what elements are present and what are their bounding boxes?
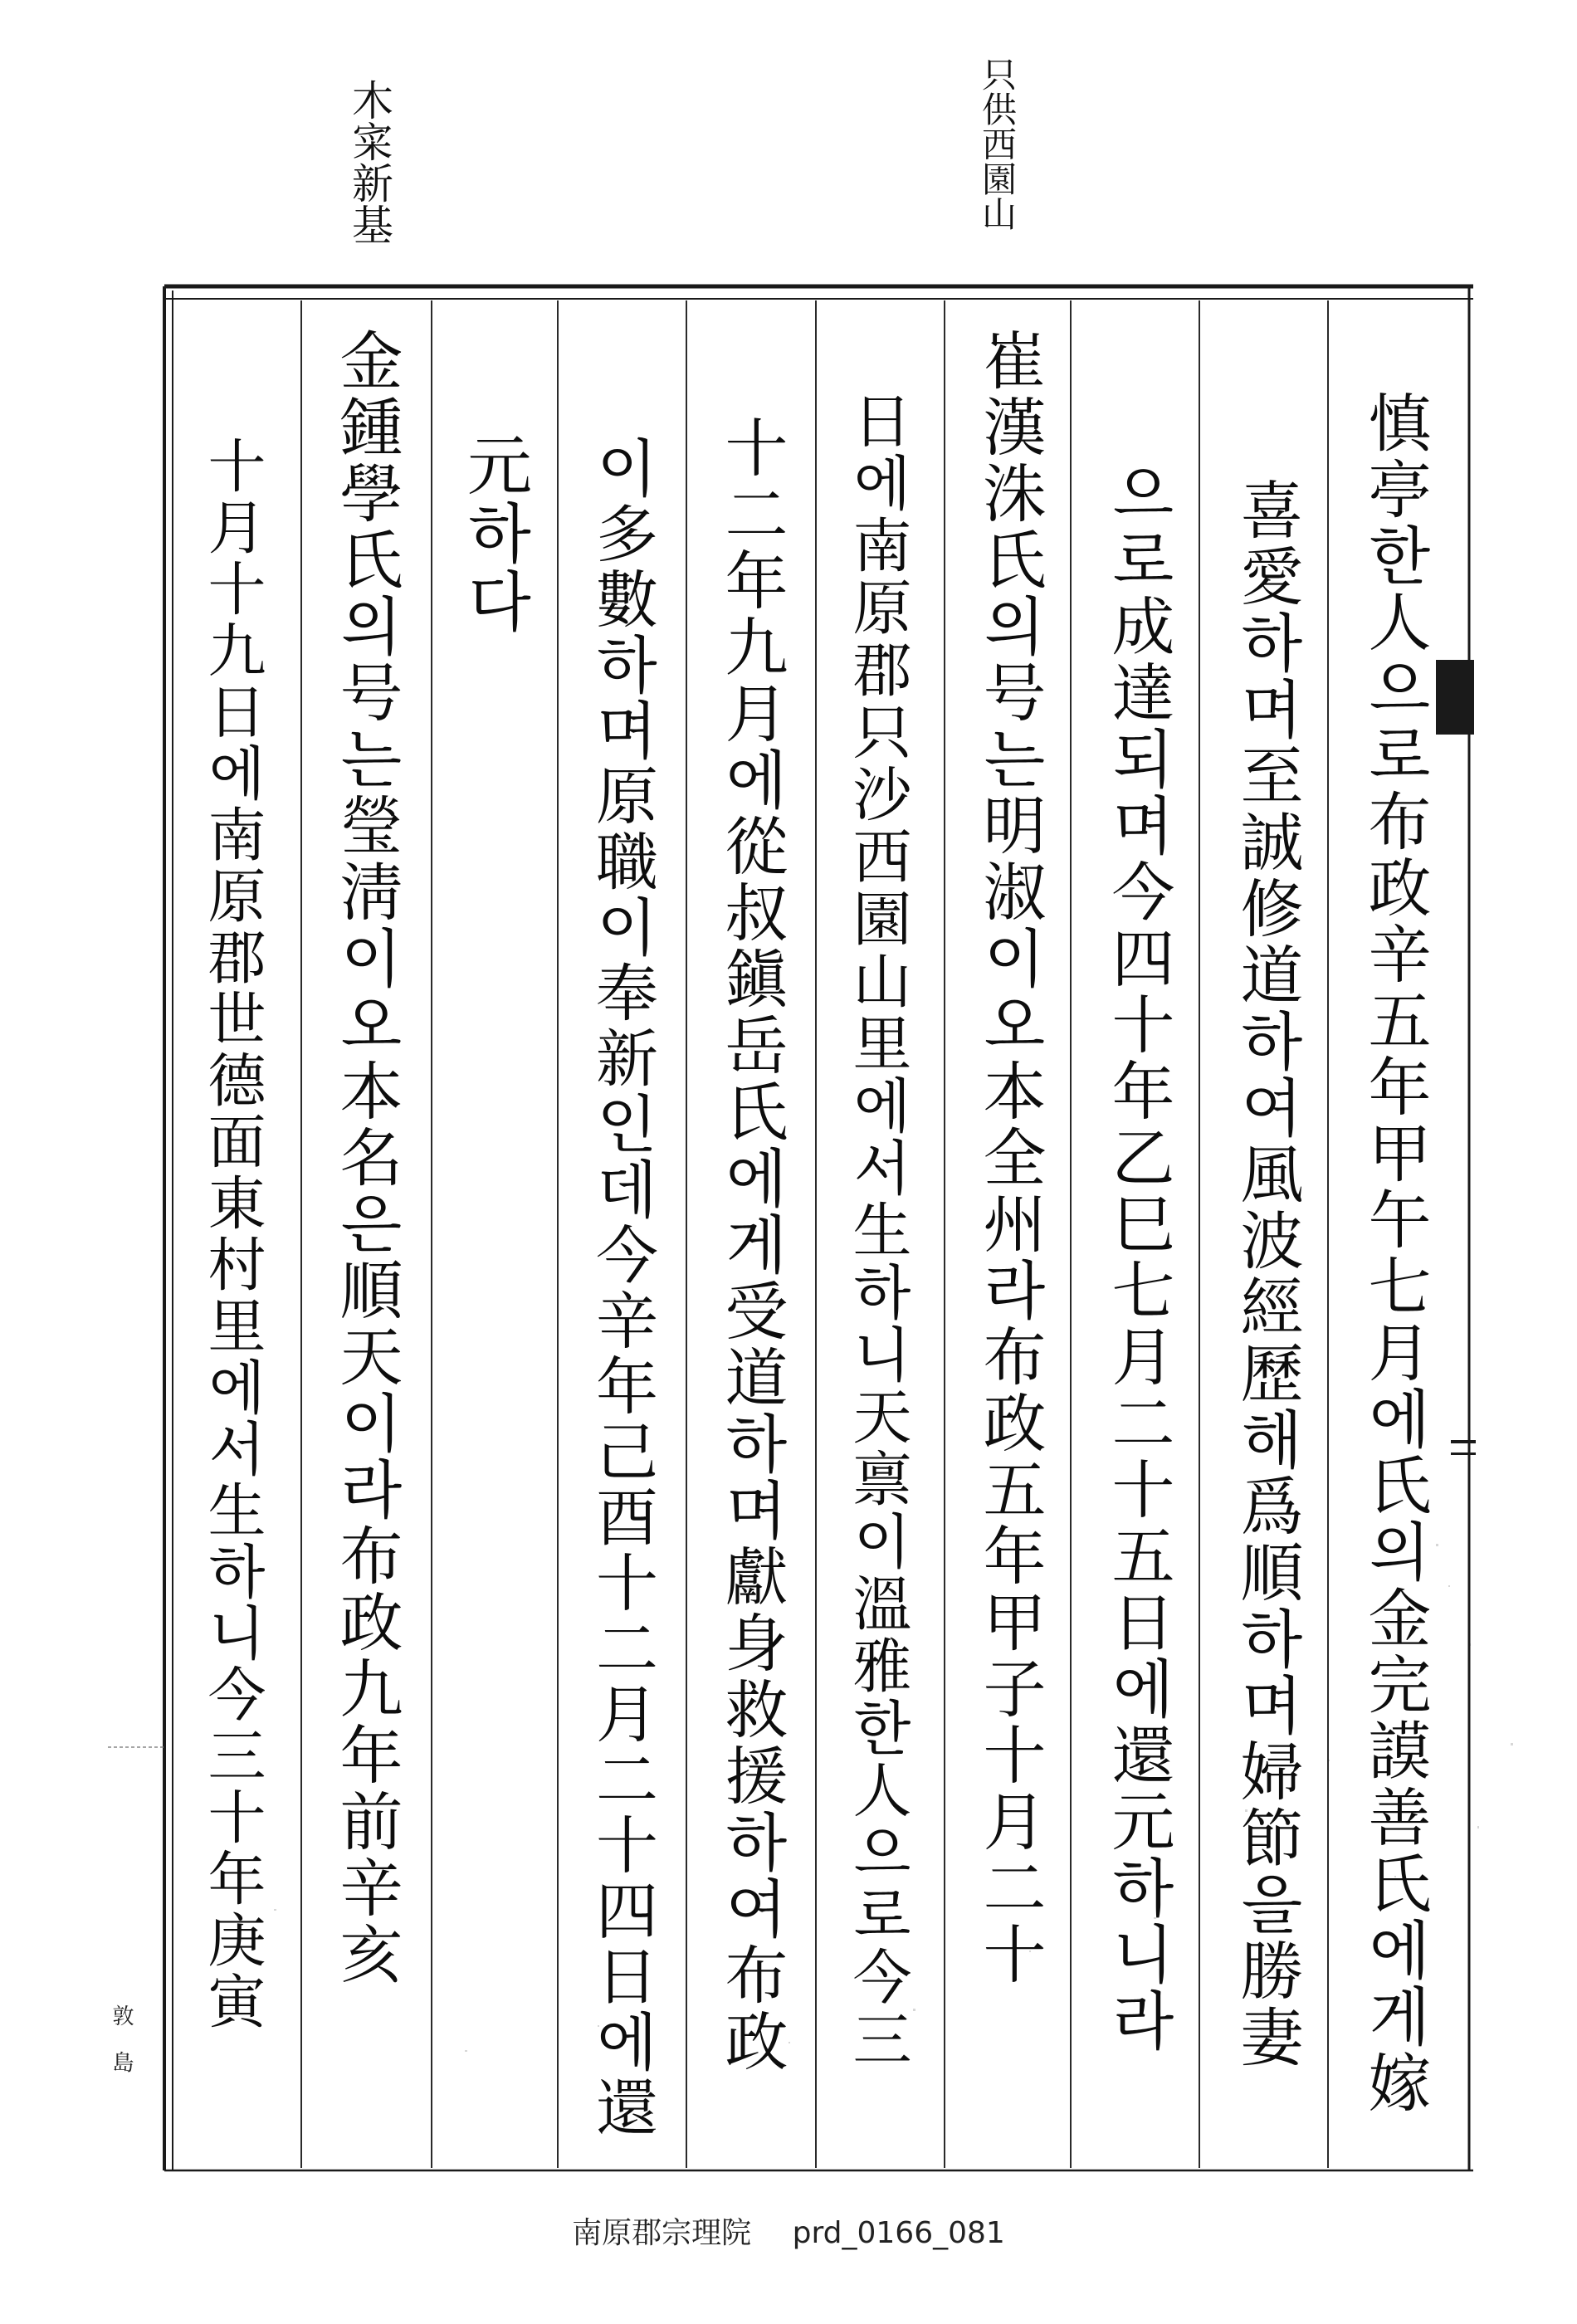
- text-column-9: 金鍾學氏의号는瑩淸이오本名은順天이라布政九年前辛亥: [330, 328, 403, 1988]
- caption-institution: 南原郡宗理院: [572, 2216, 752, 2250]
- text-column-7: 이多數하며原職이奉新인데今辛年己酉十二月二十四日에還: [586, 436, 659, 2141]
- marginal-note-left: 木寀新基: [345, 79, 393, 245]
- text-column-10: 十月十九日에南原郡世德面東村里에서生하니今三十年庚寅: [198, 436, 266, 2033]
- text-column-8: 元하다: [456, 432, 531, 636]
- margin-stamp: 敦島: [109, 2004, 134, 2097]
- page-caption: [0, 2209, 1577, 2252]
- text-column-5: 日에南原郡只沙西園山里에서生하니天禀이溫雅한人으로今三: [843, 390, 912, 2071]
- marginal-note-right: 只供西園山: [977, 56, 1018, 231]
- text-column-6: 十二年九月에從叔鎭岳氏에게受道하며獻身救援하여布政: [715, 415, 788, 2075]
- text-column-4: 崔漢洙氏의号는明淑이오本全州라布政五年甲子十月二十: [973, 328, 1047, 1988]
- caption-doc-id: prd_0166_081: [792, 2216, 1005, 2250]
- text-column-1: 慎亭한人으로布政辛五年甲午七月에氏의金完謨善氏에게嫁: [1358, 390, 1432, 2116]
- text-column-3: 으로成達되며今四十年乙巳七月二十五日에還元하니라: [1101, 461, 1175, 2054]
- text-column-2: 喜愛하며至誠修道하여風波經歷해爲順하며婦節을勝妻: [1230, 477, 1304, 2071]
